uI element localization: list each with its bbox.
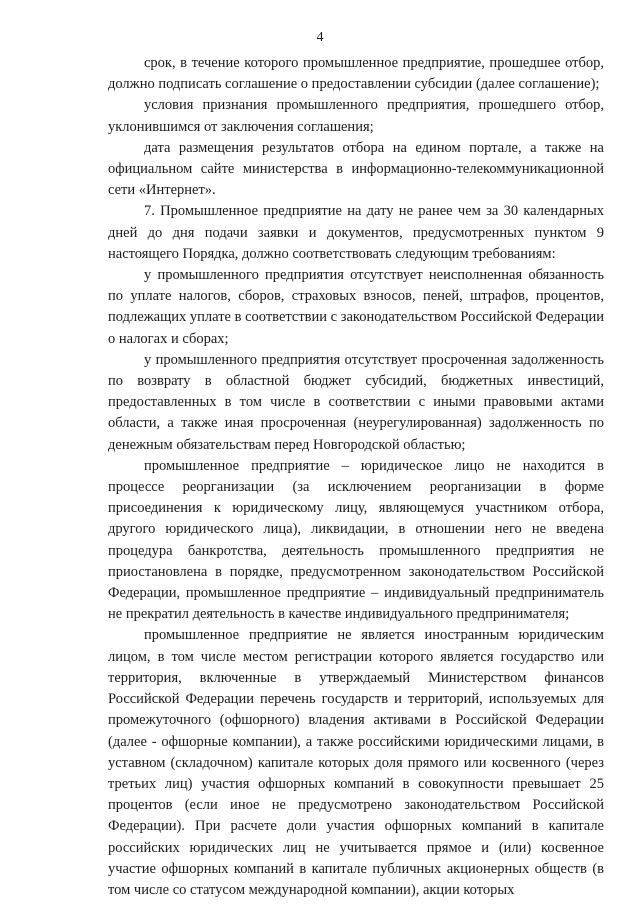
page-number: 4: [316, 30, 324, 45]
paragraph-results-publication: дата размещения результатов отбора на едином портале, а также на официальном сайте министерства в информационно-телекоммуникационной сети «Интернет».: [108, 139, 604, 199]
document-body: [108, 53, 604, 901]
paragraph-tax-arrears: у промышленного предприятия отсутствует неисполненная обязанность по уплате налогов, сборов, страховых взносов, пеней, штрафов, процентов, подлежащих уплате в соответствии с законодательством Российской Федерации о налогах и сборах;: [108, 267, 604, 347]
paragraph-clause-7: 7. Промышленное предприятие на дату не ранее чем за 30 календарных дней до дня подачи заявки и документов, предусмотренных пунктом 9 настоящего Порядка, должно соответствовать следующим требованиям:: [108, 203, 604, 262]
paragraph-offshore: промышленное предприятие не является иностранным юридическим лицом, в том числе местом регистрации которого является государство или территория, включенные в утверждаемый Министерством финансов Российской Федерации перечень государств и территорий, используемых для промежуточного (офшорного) владения активами в Российской Федерации (далее - офшорные компании), а также российскими юридическими лицами, в уставном (складочном) капитале которых доля прямого или косвенного (через третьих лиц) участия офшорных компаний в совокупности превышает 25 процентов (если иное не предусмотрено законодательством Российской Федерации). При расчете доли участия офшорных компаний в капитале российских юридических лиц не учитывается прямое и (или) косвенное участие офшорных компаний в капитале публичных акционерных обществ (в том числе со статусом международной компании), акции которых: [108, 627, 604, 898]
paragraph-budget-debt: у промышленного предприятия отсутствует просроченная задолженность по возврату в областной бюджет субсидий, бюджетных инвестиций, предоставленных в том числе в соответствии с иными правовыми актами области, а также иная просроченная (неурегулированная) задолженность по денежным обязательствам перед Новгородской областью;: [108, 351, 604, 453]
paragraph-agreement-deadline: срок, в течение которого промышленное предприятие, прошедшее отбор, должно подписать соглашение о предоставлении субсидии (далее соглашение);: [108, 55, 604, 93]
paragraph-evasion-conditions: условия признания промышленного предприятия, прошедшего отбор, уклонившимся от заключения соглашения;: [108, 97, 604, 135]
paragraph-reorganization: промышленное предприятие – юридическое лицо не находится в процессе реорганизации (за исключением реорганизации в форме присоединения к юридическому лицу, являющемуся участником отбора, другого юридического лица), ликвидации, в отношении него не введена процедура банкротства, деятельность промышленного предприятия не приостановлена в порядке, предусмотренном законодательством Российской Федерации, промышленное предприятие – индивидуальный предприниматель не прекратил деятельность в качестве индивидуального предпринимателя;: [108, 457, 604, 623]
